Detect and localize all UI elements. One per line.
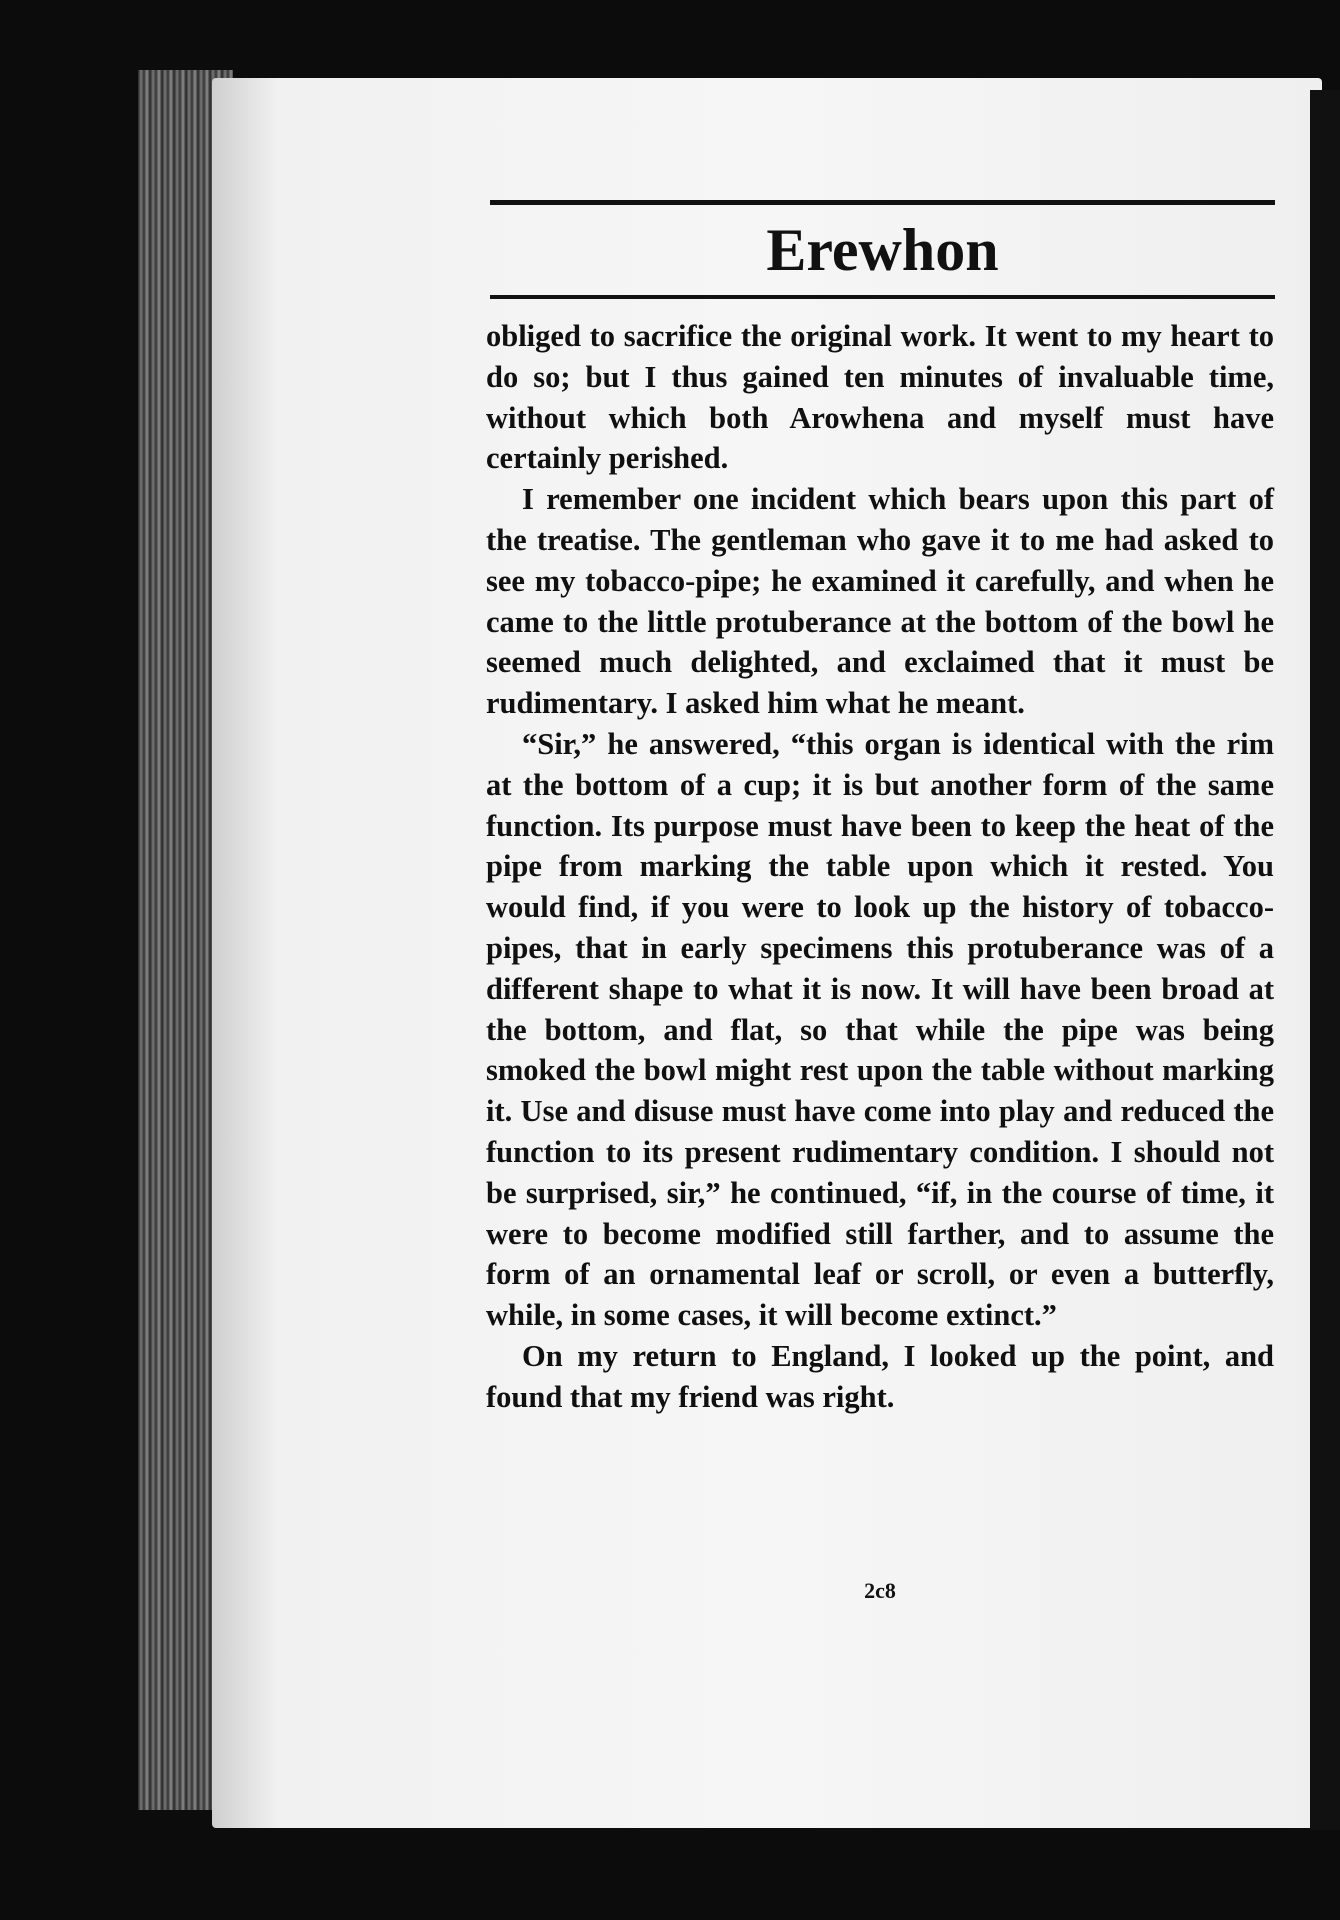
header-rule-bottom	[490, 295, 1275, 299]
paragraph: “Sir,” he answered, “this organ is identical with the rim at the bottom of a cup; it is but another form of the same function. Its purpose must have been to keep the heat of the pipe from marking the table upon which it rested. You would find, if you were to look up the history of tobacco-pipes, that in early specimens this protuberance was of a different shape to what it is now. It will have been broad at the bottom, and flat, so that while the pipe was being smoked the bowl might rest upon the table without marking it. Use and disuse must have come into play and reduced the function to its present rudimentary condition. I should not be surprised, sir,” he continued, “if, in the course of time, it were to become modified still farther, and to assume the form of an ornamental leaf or scroll, or even a butterfly, while, in some cases, it will become extinct.”	[486, 726, 1274, 1333]
page-number: 2c8	[864, 1578, 896, 1603]
page-right-edge	[1310, 90, 1340, 1830]
paragraph: I remember one incident which bears upon this part of the treatise. The gentleman who gave it to me had asked to see my tobacco-pipe; he examined it carefully, and when he came to the little protuberance at the bottom of the bowl he seemed much delighted, and exclaimed that it must be rudimentary. I asked him what he meant.	[486, 482, 1274, 721]
body-text	[486, 316, 1274, 1418]
header-rule-top	[490, 200, 1275, 205]
paragraph: obliged to sacrifice the original work. It went to my heart to do so; but I thus gained ten minutes of invaluable time, without which both Arowhena and myself must have certainly perished.	[486, 319, 1274, 476]
paragraph: On my return to England, I looked up the point, and found that my friend was right.	[486, 1338, 1274, 1414]
running-head: Erewhon	[766, 217, 999, 283]
